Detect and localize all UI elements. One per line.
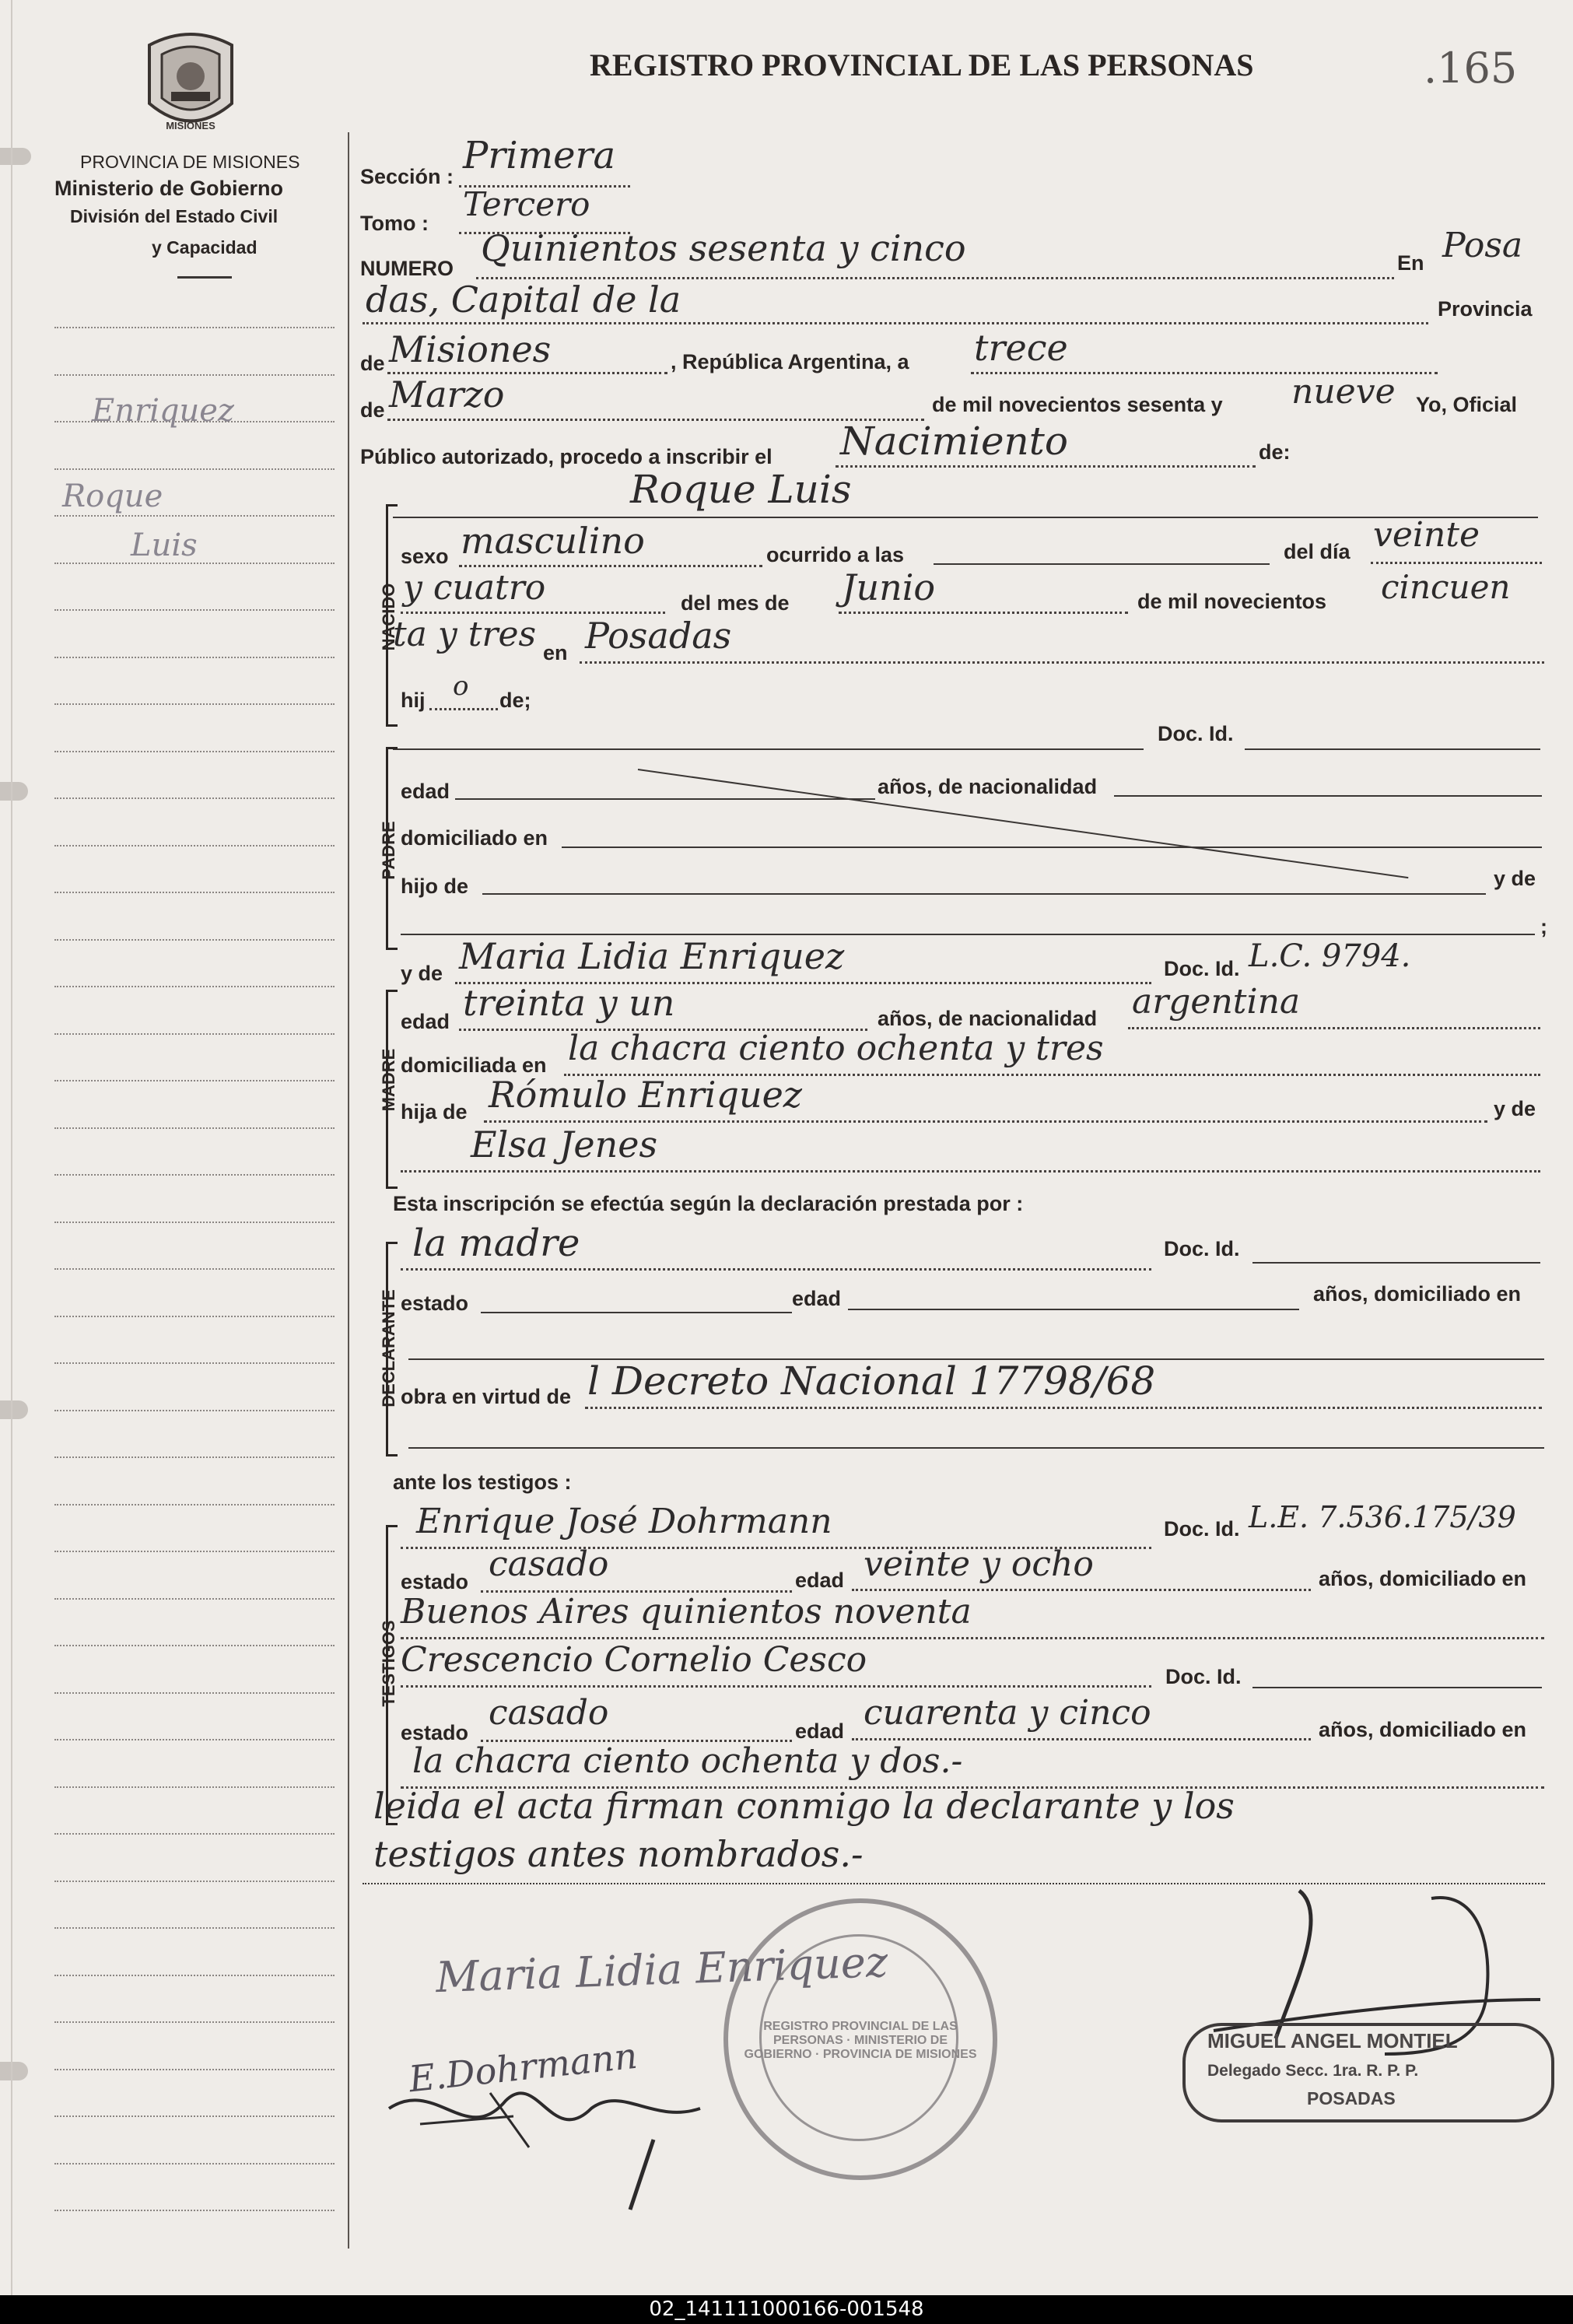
stamp-role: Delegado Secc. 1ra. R. P. P. [1207, 2062, 1419, 2080]
label-provincia: Provincia [1438, 297, 1533, 321]
margin-rule [54, 1033, 335, 1035]
margin-rule [54, 1174, 335, 1176]
margin-rule [54, 1410, 335, 1411]
margin-rule [54, 1739, 335, 1740]
label-dom-padre: domiciliado en [401, 826, 548, 850]
signature-madre: Maria Lidia Enriquez [435, 1937, 889, 2003]
blank-edad-decl [848, 1309, 1299, 1310]
field-madre-dom: la chacra ciento ochenta y tres [568, 1029, 1104, 1068]
margin-rule [54, 1362, 335, 1364]
field-decreto: l Decreto Nacional 17798/68 [587, 1358, 1156, 1404]
label-doc-id-madre: Doc. Id. [1164, 957, 1240, 980]
blank-hij [429, 708, 498, 710]
label-edad-madre: edad [401, 1010, 450, 1033]
blank-hijo-de-padre [482, 893, 1486, 895]
label-ocurrido: ocurrido a las [766, 543, 905, 566]
margin-rule [54, 657, 335, 658]
margin-rule [54, 1456, 335, 1458]
label-numero: NUMERO [360, 257, 454, 280]
margin-rule [54, 2021, 335, 2023]
section-label-declarante: DECLARANTE [379, 1289, 398, 1407]
field-en: Posa [1442, 226, 1523, 265]
label-dom-t1: años, domiciliado en [1319, 1567, 1527, 1590]
label-publico: Público autorizado, procedo a inscribir el [360, 445, 772, 468]
label-de-mes: de [360, 398, 385, 422]
label-de-colon: de: [1259, 440, 1291, 464]
field-testigo-1: Enrique José Dohrmann [416, 1502, 832, 1541]
margin-rule [54, 1504, 335, 1506]
round-seal-text: REGISTRO PROVINCIAL DE LAS PERSONAS · MINISTERIO DE GOBIERNO · PROVINCIA DE MISIONES [744, 2020, 977, 2061]
field-declarante: la madre [412, 1222, 580, 1265]
margin-rule [54, 1268, 335, 1270]
label-doc-id-nac: Doc. Id. [1158, 722, 1234, 745]
field-madre-nac: argentina [1132, 982, 1301, 1022]
blank-edad-t1 [852, 1589, 1311, 1591]
label-nac-madre: años, de nacionalidad [878, 1007, 1098, 1030]
signature-testigo: E.Dohrmann [406, 2034, 639, 2101]
provincial-seal-icon [140, 30, 241, 138]
page-title: REGISTRO PROVINCIAL DE LAS PERSONAS [590, 47, 1254, 82]
seal-text: MISIONES [166, 120, 215, 131]
margin-rule [54, 374, 335, 376]
margin-rule [54, 2210, 335, 2211]
blank-dia-nac [1371, 562, 1542, 564]
label-y-de-madre: y de [401, 962, 443, 985]
blank-lugar-nac [580, 661, 1544, 664]
margin-rule [54, 1692, 335, 1694]
blank-decl-end [408, 1447, 1544, 1449]
agency-capacity: y Capacidad [152, 237, 257, 258]
blank-edad-padre [455, 798, 875, 800]
signature-scribble-icon [373, 2062, 716, 2217]
blank-declarante [401, 1268, 1151, 1271]
label-semicolon: ; [1540, 915, 1547, 938]
blank-decreto [585, 1407, 1542, 1409]
margin-rule [54, 2115, 335, 2117]
stamp-name: MIGUEL ANGEL MONTIEL [1207, 2029, 1458, 2052]
margin-rule [54, 703, 335, 705]
blank-acto [836, 465, 1256, 468]
margin-rule [54, 1833, 335, 1835]
field-anio-nac: cincuen [1381, 568, 1511, 606]
page-edge [11, 0, 12, 2295]
margin-rule [54, 845, 335, 847]
field-anio: nueve [1291, 372, 1396, 412]
label-hijo-de-padre: hijo de [401, 875, 468, 898]
field-testigo-2-edad: cuarenta y cinco [864, 1693, 1151, 1733]
field-nombre: Roque Luis [630, 467, 852, 512]
margin-rule [54, 1222, 335, 1223]
label-testigos: ante los testigos : [393, 1470, 572, 1494]
stamp-place: POSADAS [1307, 2088, 1396, 2108]
blank-doc-decl [1252, 1262, 1540, 1264]
label-de-provincia: de [360, 352, 385, 375]
field-mes: Marzo [389, 373, 505, 415]
blank-estado-decl [481, 1312, 792, 1313]
closing-line-2: testigos antes nombrados.- [373, 1833, 864, 1875]
margin-rule [54, 609, 335, 611]
section-label-padre: PADRE [379, 821, 398, 880]
field-lugar-nac: Posadas [585, 615, 732, 657]
blank-sexo [459, 565, 762, 567]
field-tomo: Tercero [463, 185, 590, 223]
folio-number: .165 [1424, 44, 1518, 93]
binding-hole [0, 2062, 28, 2080]
blank-lugar [363, 322, 1428, 324]
binding-hole [0, 148, 31, 165]
blank-dia-nac-2 [401, 612, 665, 614]
label-edad-padre: edad [401, 780, 450, 803]
field-testigo-1-doc: L.E. 7.536.175/39 [1249, 1500, 1516, 1534]
margin-rule [54, 939, 335, 941]
field-madre-nombre: Maria Lidia Enriquez [459, 935, 845, 977]
margin-rule [54, 986, 335, 987]
margin-rule [54, 515, 335, 517]
blank-madre-madre [401, 1170, 1540, 1173]
margin-rule [54, 1080, 335, 1081]
margin-rule [54, 1786, 335, 1788]
margin-surname: Enriquez [92, 393, 234, 429]
field-seccion: Primera [463, 134, 616, 177]
margin-rule [54, 1551, 335, 1552]
margin-name-luis: Luis [131, 528, 198, 563]
field-madre-madre: Elsa Jenes [471, 1123, 658, 1166]
label-de-hij: de; [499, 689, 531, 712]
label-nac-padre: años, de nacionalidad [878, 775, 1098, 798]
label-sexo: sexo [401, 545, 449, 568]
rule-doc-nac-2 [1245, 748, 1540, 750]
margin-rule [54, 1927, 335, 1929]
margin-vertical-line [348, 132, 349, 2249]
blank-nac-padre [1114, 795, 1542, 797]
field-madre-padre: Rómulo Enriquez [489, 1074, 803, 1116]
field-anio-nac-2: ta y tres [393, 615, 537, 654]
margin-rule [54, 2163, 335, 2165]
agency-ministry: Ministerio de Gobierno [54, 177, 284, 200]
label-inscripcion: Esta inscripción se efectúa según la declaración prestada por : [393, 1192, 1024, 1215]
rule-nombre [393, 517, 1538, 518]
agency-province: PROVINCIA DE MISIONES [80, 152, 300, 172]
label-republica: , República Argentina, a [671, 350, 909, 373]
margin-rule [54, 2069, 335, 2070]
label-doc-id-decl: Doc. Id. [1164, 1237, 1240, 1260]
round-seal [723, 1898, 997, 2180]
margin-rule [54, 892, 335, 893]
blank-mes-nac [839, 612, 1128, 614]
label-en-nac: en [543, 641, 568, 664]
field-testigo-1-edad: veinte y ocho [864, 1544, 1094, 1584]
field-hijo-suffix: o [453, 671, 469, 702]
label-estado-t2: estado [401, 1721, 469, 1744]
label-dom-madre: domiciliada en [401, 1053, 547, 1077]
field-acto: Nacimiento [840, 419, 1068, 464]
label-de-mil: de mil novecientos sesenta y [932, 393, 1223, 416]
field-dia-nac: veinte [1373, 515, 1480, 555]
label-de-mil-nac: de mil novecientos [1137, 590, 1327, 613]
field-lugar-2: das, Capital de la [366, 279, 681, 321]
blank-dom-t1 [401, 1637, 1544, 1639]
margin-rule [54, 468, 335, 470]
label-dom-t2: años, domiciliado en [1319, 1718, 1527, 1741]
label-doc-id-t2: Doc. Id. [1165, 1665, 1242, 1688]
label-dom-decl: años, domiciliado en [1313, 1282, 1522, 1306]
label-edad-t2: edad [795, 1719, 845, 1743]
agency-underline [177, 276, 232, 279]
margin-rule [54, 751, 335, 752]
field-testigo-1-estado: casado [489, 1544, 609, 1584]
label-y-de-madre-2: y de [1494, 1097, 1536, 1120]
label-hija-de: hija de [401, 1100, 468, 1123]
margin-rule [54, 1316, 335, 1317]
field-testigo-1-dom: Buenos Aires quinientos noventa [401, 1592, 972, 1632]
label-del-dia: del día [1284, 540, 1351, 563]
margin-rule [54, 1975, 335, 1976]
field-provincia: Misiones [389, 328, 552, 370]
label-doc-id-t1: Doc. Id. [1164, 1517, 1240, 1541]
field-mes-nac: Junio [842, 566, 936, 608]
blank-madre-nac [1128, 1027, 1540, 1029]
field-dia: trece [974, 327, 1068, 369]
margin-rule [54, 1127, 335, 1129]
section-label-testigos: TESTIGOS [379, 1620, 398, 1707]
binding-hole [0, 1400, 28, 1419]
label-en: En [1397, 251, 1424, 275]
field-sexo: masculino [461, 520, 645, 562]
field-madre-edad: treinta y un [463, 982, 675, 1024]
blank-doc-t2 [1252, 1687, 1542, 1688]
label-estado-t1: estado [401, 1570, 469, 1593]
field-testigo-2-estado: casado [489, 1693, 609, 1733]
label-del-mes: del mes de [681, 591, 790, 615]
blank-hora [934, 563, 1270, 565]
blank-madre-padre [484, 1120, 1487, 1123]
field-testigo-2-dom: la chacra ciento ochenta y dos.- [412, 1741, 963, 1781]
blank-dom-padre [562, 847, 1542, 848]
section-label-nacido: NACIDO [379, 583, 398, 651]
label-y-de-padre: y de [1494, 867, 1536, 890]
field-testigo-2: Crescencio Cornelio Cesco [401, 1640, 867, 1680]
label-yo-oficial: Yo, Oficial [1416, 393, 1518, 416]
margin-rule [54, 327, 335, 328]
label-estado-decl: estado [401, 1292, 469, 1315]
section-label-madre: MADRE [379, 1048, 398, 1112]
label-seccion: Sección : [360, 165, 454, 188]
blank-testigo-2 [401, 1685, 1151, 1688]
field-numero: Quinientos sesenta y cinco [481, 227, 966, 269]
binding-hole [0, 782, 28, 801]
field-dia-nac-2: y cuatro [403, 568, 546, 608]
label-tomo: Tomo : [360, 212, 429, 235]
margin-name-roque: Roque [62, 478, 163, 514]
agency-division: División del Estado Civil [70, 206, 279, 226]
label-edad-decl: edad [792, 1287, 842, 1310]
label-hij: hij [401, 689, 426, 712]
rule-doc-nac [393, 748, 1144, 750]
image-caption: 02_141111000166-001548 [0, 2295, 1573, 2324]
label-edad-t1: edad [795, 1569, 845, 1592]
label-obra: obra en virtud de [401, 1385, 572, 1408]
margin-rule [54, 1881, 335, 1882]
blank-edad-t2 [852, 1738, 1311, 1740]
margin-rule [54, 1598, 335, 1600]
closing-line-1: leida el acta firman conmigo la declarante y los [373, 1785, 1235, 1827]
field-madre-doc: L.C. 9794. [1249, 938, 1411, 974]
margin-rule [54, 797, 335, 799]
margin-rule [54, 1645, 335, 1646]
